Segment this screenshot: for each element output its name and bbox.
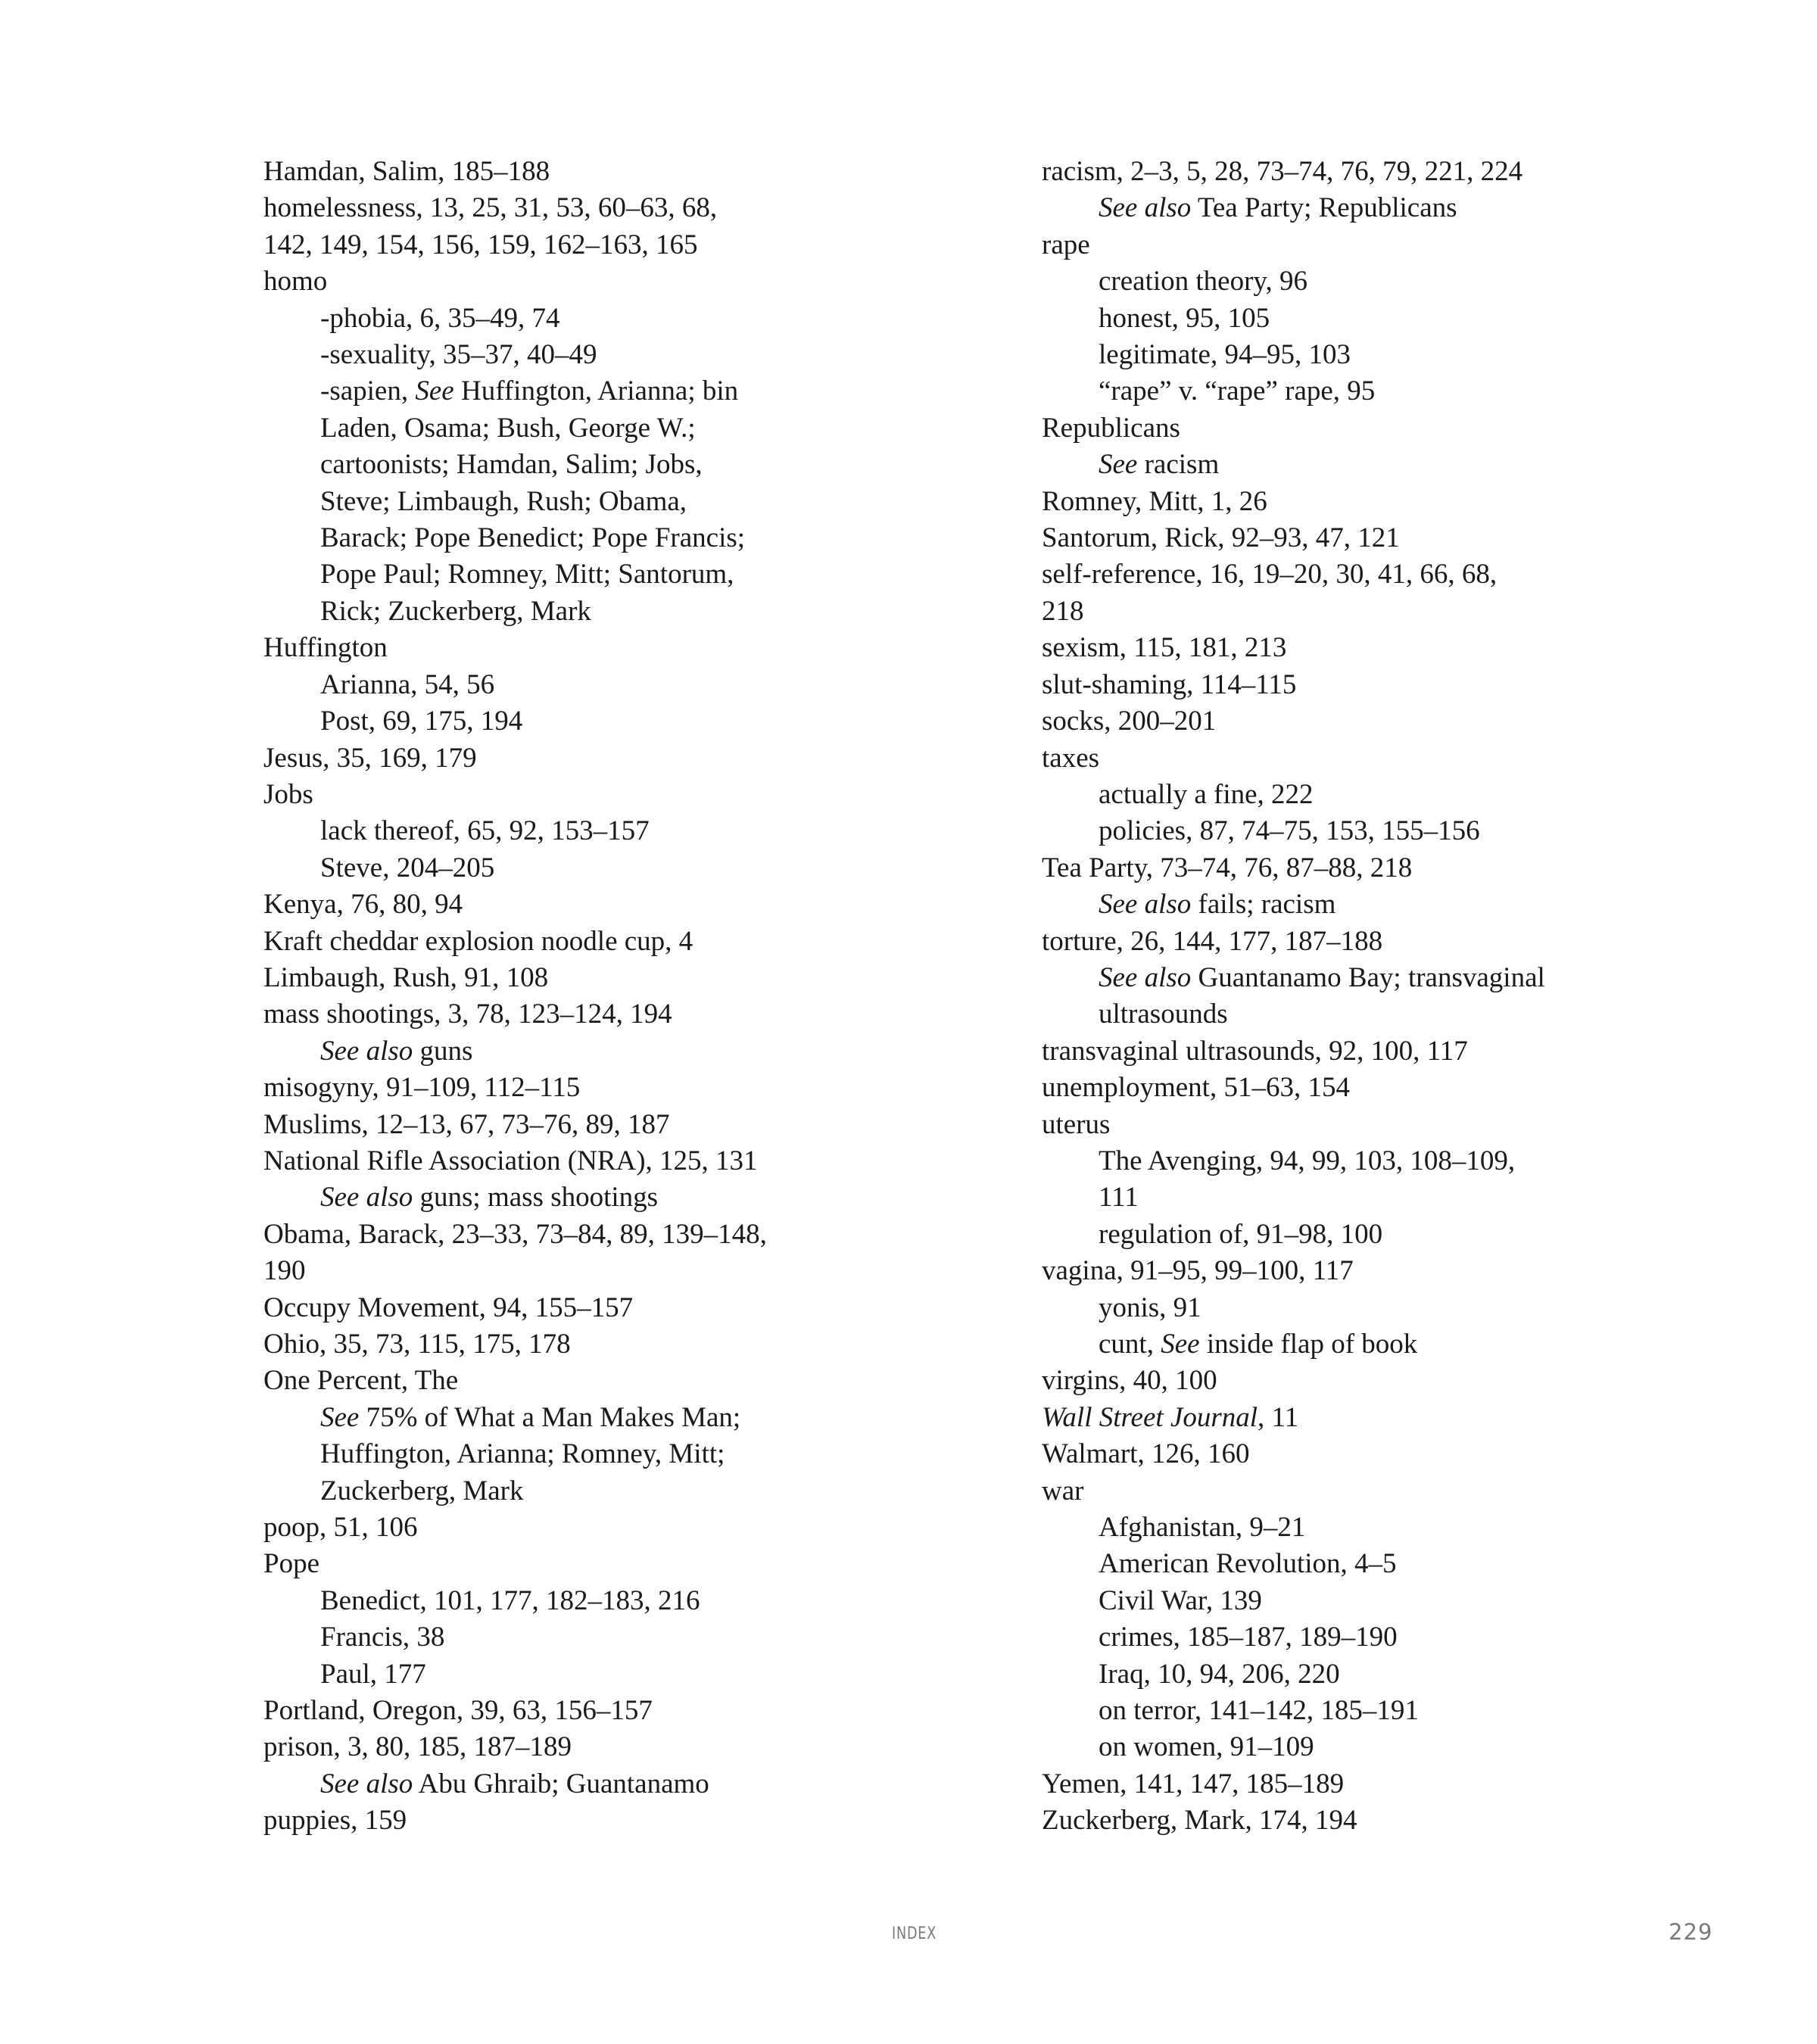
- index-entry: [263, 190, 839, 226]
- entry-text: uterus: [1042, 1108, 1111, 1140]
- entry-text: Muslims, 12–13, 67, 73–76, 89, 187: [263, 1108, 670, 1140]
- index-entry: [263, 924, 839, 960]
- index-column-left: [263, 154, 839, 1840]
- entry-text: Benedict, 101, 177, 182–183, 216: [320, 1584, 700, 1616]
- entry-text: -sexuality, 35–37, 40–49: [320, 339, 597, 371]
- index-entry: [263, 1290, 839, 1326]
- entry-text: Ohio, 35, 73, 115, 175, 178: [263, 1329, 571, 1360]
- index-subentry: [1042, 813, 1617, 849]
- index-subentry: [1042, 1619, 1617, 1656]
- index-entry: [1042, 703, 1617, 740]
- entry-italic-text: See: [415, 375, 454, 407]
- entry-italic-text: See also: [320, 1768, 413, 1799]
- entry-rest-text: guns: [413, 1035, 473, 1067]
- entry-text: on terror, 141–142, 185–191: [1099, 1695, 1419, 1727]
- index-subentry: [263, 520, 839, 556]
- index-entry: [263, 1546, 839, 1582]
- entry-rest-text: guns; mass shootings: [413, 1182, 659, 1214]
- entry-text: Republicans: [1042, 412, 1180, 444]
- entry-text: The Avenging, 94, 99, 103, 108–109,: [1099, 1145, 1516, 1176]
- entry-text: rape: [1042, 229, 1090, 260]
- entry-text: Kenya, 76, 80, 94: [263, 889, 463, 921]
- entry-text: National Rifle Association (NRA), 125, 131: [263, 1145, 758, 1176]
- entry-text: Romney, Mitt, 1, 26: [1042, 485, 1267, 517]
- index-entry: [1042, 227, 1617, 263]
- index-subentry: [263, 1436, 839, 1472]
- index-subentry: [1042, 1729, 1617, 1765]
- entry-text: taxes: [1042, 742, 1100, 774]
- entry-text: Post, 69, 175, 194: [320, 706, 523, 737]
- entry-text: puppies, 159: [263, 1805, 407, 1837]
- entry-text: homo: [263, 266, 328, 298]
- index-entry: [1042, 1473, 1617, 1510]
- entry-text: on women, 91–109: [1099, 1731, 1314, 1763]
- entry-italic-text: See: [1099, 449, 1138, 481]
- index-subentry: [263, 1619, 839, 1656]
- entry-text: 142, 149, 154, 156, 159, 162–163, 165: [263, 229, 698, 260]
- entry-text: crimes, 185–187, 189–190: [1099, 1622, 1398, 1653]
- entry-rest-text: racism: [1137, 449, 1220, 481]
- index-entry: [1042, 484, 1617, 520]
- entry-text: 190: [263, 1255, 306, 1287]
- index-entry: [263, 1803, 839, 1839]
- index-entry: [1042, 1070, 1617, 1106]
- index-subentry: [263, 337, 839, 373]
- entry-text: Yemen, 141, 147, 185–189: [1042, 1768, 1345, 1799]
- entry-text: sexism, 115, 181, 213: [1042, 632, 1287, 664]
- index-subentry: [263, 373, 839, 410]
- entry-text: unemployment, 51–63, 154: [1042, 1072, 1350, 1104]
- entry-text: Portland, Oregon, 39, 63, 156–157: [263, 1695, 653, 1727]
- entry-text: Iraq, 10, 94, 206, 220: [1099, 1658, 1340, 1690]
- footer-section-label: INDEX: [892, 1924, 937, 1943]
- index-subentry: [1042, 373, 1617, 410]
- entry-text: socks, 200–201: [1042, 706, 1217, 737]
- index-subentry: [1042, 190, 1617, 226]
- index-entry: [1042, 850, 1617, 886]
- index-subentry: [1042, 1217, 1617, 1253]
- index-subentry: [1042, 447, 1617, 483]
- entry-text: One Percent, The: [263, 1365, 459, 1397]
- entry-text: policies, 87, 74–75, 153, 155–156: [1099, 815, 1480, 847]
- entry-rest-text: fails; racism: [1191, 889, 1336, 921]
- entry-text: legitimate, 94–95, 103: [1099, 339, 1351, 371]
- footer-page-number: 229: [1669, 1919, 1713, 1945]
- entry-text: 111: [1099, 1182, 1139, 1214]
- index-subentry: [263, 1583, 839, 1619]
- entry-rest-text: Abu Ghraib; Guantanamo: [413, 1768, 709, 1799]
- entry-text: American Revolution, 4–5: [1099, 1548, 1397, 1580]
- entry-text: honest, 95, 105: [1099, 302, 1270, 334]
- index-entry: [1042, 924, 1617, 960]
- index-entry: [263, 996, 839, 1033]
- entry-italic-text: See: [320, 1401, 360, 1433]
- index-subentry: [1042, 1583, 1617, 1619]
- entry-text: Afghanistan, 9–21: [1099, 1512, 1306, 1544]
- index-entry: [263, 1070, 839, 1106]
- entry-text: misogyny, 91–109, 112–115: [263, 1072, 581, 1104]
- entry-text: Steve; Limbaugh, Rush; Obama,: [320, 485, 687, 517]
- entry-text: Jobs: [263, 778, 313, 810]
- entry-text: 218: [1042, 595, 1084, 627]
- index-entry: [1042, 1253, 1617, 1289]
- entry-text: Paul, 177: [320, 1658, 426, 1690]
- entry-rest-text: Guantanamo Bay; transvaginal: [1191, 961, 1545, 993]
- index-subentry: [1042, 1179, 1617, 1216]
- entry-italic-text: See also: [320, 1035, 413, 1067]
- entry-text: mass shootings, 3, 78, 123–124, 194: [263, 999, 672, 1030]
- index-entry: [263, 1326, 839, 1363]
- index-entry: [1042, 1400, 1617, 1436]
- index-entry: [1042, 1766, 1617, 1803]
- entry-text: self-reference, 16, 19–20, 30, 41, 66, 68,: [1042, 559, 1498, 590]
- entry-text: Pope: [263, 1548, 319, 1580]
- entry-text: ultrasounds: [1099, 999, 1228, 1030]
- index-entry: [1042, 1436, 1617, 1472]
- entry-text: Huffington, Arianna; Romney, Mitt;: [320, 1438, 725, 1470]
- entry-text: Occupy Movement, 94, 155–157: [263, 1292, 634, 1323]
- index-subentry: [263, 556, 839, 593]
- index-subentry: [1042, 996, 1617, 1033]
- entry-text: Hamdan, Salim, 185–188: [263, 156, 550, 187]
- entry-text: virgins, 40, 100: [1042, 1365, 1217, 1397]
- entry-text: lack thereof, 65, 92, 153–157: [320, 815, 650, 847]
- index-entry: [1042, 594, 1617, 630]
- index-subentry: [1042, 263, 1617, 300]
- entry-text: Limbaugh, Rush, 91, 108: [263, 961, 549, 993]
- entry-text: Jesus, 35, 169, 179: [263, 742, 477, 774]
- entry-text: Rick; Zuckerberg, Mark: [320, 595, 591, 627]
- entry-italic-text: Wall Street Journal: [1042, 1401, 1258, 1433]
- index-entry: [263, 630, 839, 666]
- entry-italic-text: See also: [320, 1182, 413, 1214]
- index-subentry: [1042, 1510, 1617, 1546]
- entry-text: torture, 26, 144, 177, 187–188: [1042, 925, 1383, 957]
- entry-text: actually a fine, 222: [1099, 778, 1314, 810]
- entry-text: Pope Paul; Romney, Mitt; Santorum,: [320, 559, 734, 590]
- entry-italic-text: See: [1161, 1329, 1200, 1360]
- index-entry: [263, 1363, 839, 1399]
- index-entry: [263, 263, 839, 300]
- index-entry: [263, 1693, 839, 1729]
- entry-text: creation theory, 96: [1099, 266, 1308, 298]
- entry-rest-text: Tea Party; Republicans: [1191, 192, 1457, 224]
- entry-text: racism, 2–3, 5, 28, 73–74, 76, 79, 221, 224: [1042, 156, 1523, 187]
- index-entry: [1042, 630, 1617, 666]
- index-subentry: [263, 850, 839, 886]
- entry-text: poop, 51, 106: [263, 1512, 418, 1544]
- index-entry: [1042, 667, 1617, 703]
- index-entry: [1042, 410, 1617, 447]
- index-entry: [1042, 520, 1617, 556]
- entry-text: Zuckerberg, Mark, 174, 194: [1042, 1805, 1357, 1837]
- index-subentry: [263, 813, 839, 849]
- entry-text: yonis, 91: [1099, 1292, 1201, 1323]
- index-subentry: [1042, 1693, 1617, 1729]
- index-entry: [263, 227, 839, 263]
- index-subentry: [1042, 777, 1617, 813]
- entry-italic-text: See also: [1099, 889, 1192, 921]
- index-subentry: [1042, 301, 1617, 337]
- index-entry: [263, 1253, 839, 1289]
- entry-text: Huffington: [263, 632, 388, 664]
- index-subentry: [263, 1400, 839, 1436]
- index-subentry: [263, 410, 839, 447]
- entry-text: transvaginal ultrasounds, 92, 100, 117: [1042, 1035, 1468, 1067]
- entry-rest-text: inside flap of book: [1199, 1329, 1418, 1360]
- index-subentry: [263, 594, 839, 630]
- index-subentry: [263, 1766, 839, 1803]
- entry-text: Barack; Pope Benedict; Pope Francis;: [320, 522, 746, 554]
- entry-text: Kraft cheddar explosion noodle cup, 4: [263, 925, 693, 957]
- index-entry: [1042, 1107, 1617, 1143]
- entry-text: Arianna, 54, 56: [320, 668, 495, 700]
- entry-text: Obama, Barack, 23–33, 73–84, 89, 139–148,: [263, 1218, 767, 1250]
- index-entry: [263, 960, 839, 996]
- index-subentry: [263, 1656, 839, 1693]
- index-entry: [1042, 1363, 1617, 1399]
- index-subentry: [1042, 886, 1617, 923]
- entry-rest-text: Huffington, Arianna; bin: [453, 375, 739, 407]
- entry-text: vagina, 91–95, 99–100, 117: [1042, 1255, 1354, 1287]
- index-subentry: [263, 1473, 839, 1510]
- index-entry: [263, 777, 839, 813]
- index-entry: [263, 1107, 839, 1143]
- index-entry: [263, 740, 839, 777]
- index-entry: [1042, 1803, 1617, 1839]
- entry-text: cunt,: [1099, 1329, 1161, 1360]
- index-entry: [263, 1143, 839, 1179]
- index-entry: [263, 886, 839, 923]
- index-column-right: [1042, 154, 1617, 1840]
- index-subentry: [263, 1179, 839, 1216]
- entry-text: Zuckerberg, Mark: [320, 1475, 524, 1507]
- entry-text: prison, 3, 80, 185, 187–189: [263, 1731, 572, 1763]
- index-subentry: [263, 447, 839, 483]
- index-subentry: [263, 667, 839, 703]
- index-entry: [263, 154, 839, 190]
- entry-text: cartoonists; Hamdan, Salim; Jobs,: [320, 449, 703, 481]
- index-subentry: [1042, 1326, 1617, 1363]
- index-entry: [1042, 1033, 1617, 1070]
- entry-text: Civil War, 139: [1099, 1584, 1262, 1616]
- entry-text: -sapien,: [320, 375, 416, 407]
- entry-text: -phobia, 6, 35–49, 74: [320, 302, 560, 334]
- entry-text: regulation of, 91–98, 100: [1099, 1218, 1383, 1250]
- index-entry: [1042, 154, 1617, 190]
- index-entry: [1042, 556, 1617, 593]
- entry-rest-text: , 11: [1258, 1401, 1299, 1433]
- index-subentry: [263, 703, 839, 740]
- index-subentry: [1042, 1656, 1617, 1693]
- index-subentry: [263, 1033, 839, 1070]
- entry-text: homelessness, 13, 25, 31, 53, 60–63, 68,: [263, 192, 718, 224]
- index-subentry: [1042, 337, 1617, 373]
- entry-text: Francis, 38: [320, 1622, 445, 1653]
- entry-text: “rape” v. “rape” rape, 95: [1099, 375, 1376, 407]
- index-subentry: [1042, 1290, 1617, 1326]
- entry-text: war: [1042, 1475, 1084, 1507]
- index-entry: [263, 1729, 839, 1765]
- entry-text: slut-shaming, 114–115: [1042, 668, 1297, 700]
- index-subentry: [1042, 960, 1617, 996]
- entry-italic-text: See also: [1099, 961, 1192, 993]
- index-subentry: [263, 484, 839, 520]
- entry-text: Laden, Osama; Bush, George W.;: [320, 412, 696, 444]
- index-subentry: [263, 301, 839, 337]
- entry-italic-text: See also: [1099, 192, 1192, 224]
- index-entry: [1042, 740, 1617, 777]
- index-entry: [263, 1510, 839, 1546]
- entry-text: Walmart, 126, 160: [1042, 1438, 1250, 1470]
- entry-text: Steve, 204–205: [320, 852, 495, 883]
- index-subentry: [1042, 1143, 1617, 1179]
- entry-text: Tea Party, 73–74, 76, 87–88, 218: [1042, 852, 1413, 883]
- index-subentry: [1042, 1546, 1617, 1582]
- entry-rest-text: 75% of What a Man Makes Man;: [359, 1401, 741, 1433]
- index-entry: [263, 1217, 839, 1253]
- entry-text: Santorum, Rick, 92–93, 47, 121: [1042, 522, 1400, 554]
